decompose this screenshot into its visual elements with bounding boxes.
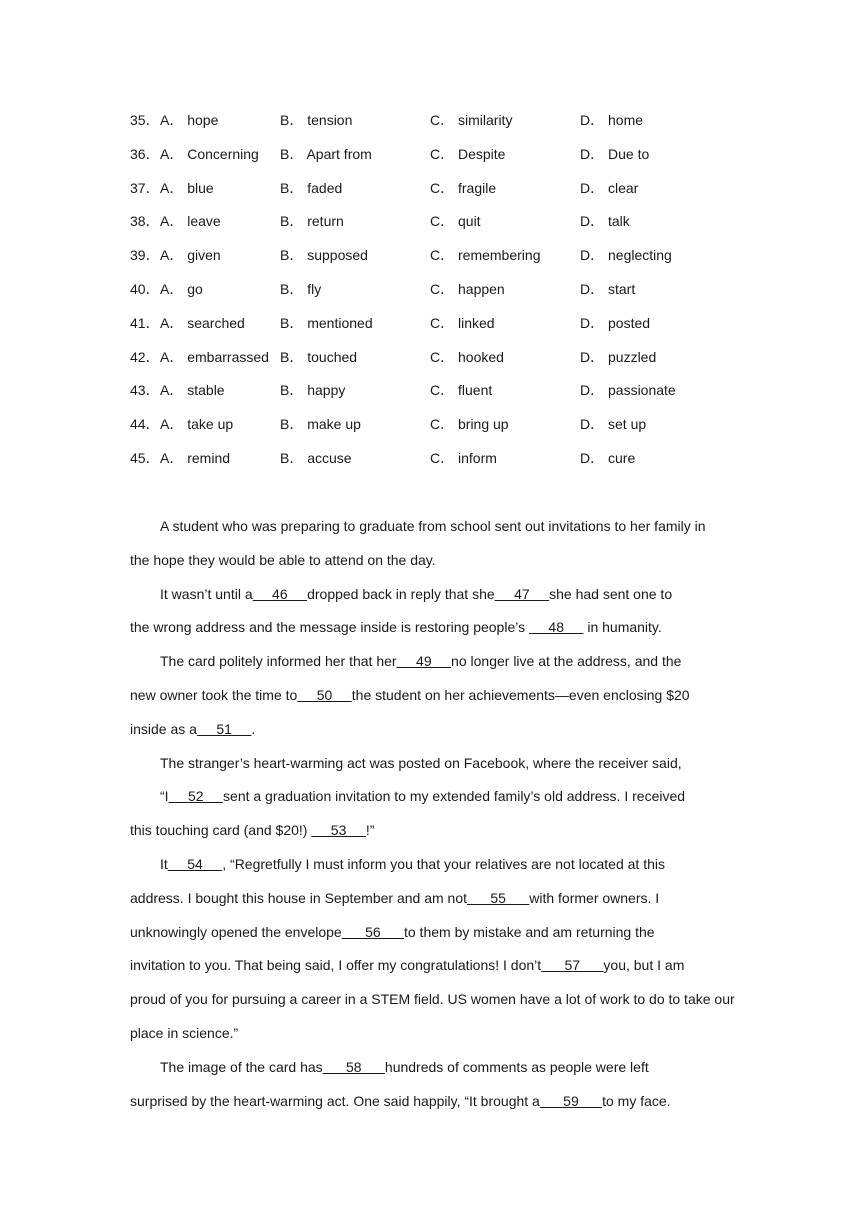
option-a: A． leave	[160, 213, 221, 230]
option-c: C． fluent	[430, 382, 493, 399]
passage-text: surprised by the heart-warming act. One said happily, “It brought a	[130, 1092, 540, 1109]
passage-text: proud of you for pursuing a career in a STEM field. US women have a lot of work to do to take our	[130, 991, 735, 1008]
passage-line	[130, 780, 734, 814]
blank-59: 59	[539, 1092, 603, 1109]
passage-line	[130, 983, 734, 1017]
blank-50: 50	[297, 686, 352, 703]
option-b: B． tension	[280, 112, 353, 128]
passage-text: “I	[160, 788, 169, 805]
passage-text: new owner took the time to	[130, 686, 298, 703]
option-a: A． Concerning	[160, 145, 259, 162]
passage-text: the hope they would be able to attend on the day.	[130, 551, 436, 568]
blank-58: 58	[322, 1058, 385, 1075]
passage-text: this touching card (and $20!)	[130, 822, 312, 839]
option-a: A． stable	[160, 382, 225, 399]
option-c: C． Despite	[430, 145, 506, 162]
question-number: 41．	[130, 314, 160, 331]
passage-text: hundreds of comments as people were left	[384, 1058, 649, 1075]
option-d: D． puzzled	[580, 348, 657, 365]
option-d: D． set up	[580, 416, 647, 433]
option-a: A． searched	[160, 314, 245, 331]
passage-line	[130, 1017, 734, 1051]
passage-line	[130, 747, 734, 781]
passage-line	[130, 949, 734, 983]
question-number: 36．	[130, 145, 160, 162]
passage-text: place in science.”	[130, 1024, 239, 1041]
passage-line	[130, 645, 734, 679]
passage-text: The stranger’s heart-warming act was posted on Facebook, where the receiver said,	[160, 754, 682, 771]
blank-48: 48	[528, 619, 584, 636]
option-b: B． happy	[280, 382, 346, 399]
passage-text: The card politely informed her that her	[160, 653, 397, 670]
passage-line	[130, 814, 734, 848]
blank-51: 51	[196, 720, 252, 737]
passage-line	[130, 544, 734, 578]
option-c: C． linked	[430, 314, 495, 331]
option-a: A． remind	[160, 449, 231, 466]
option-a: A． go	[160, 280, 203, 297]
passage-text: A student who was preparing to graduate from school sent out invitations to her family in	[160, 518, 706, 534]
option-a: A． take up	[160, 416, 234, 433]
option-c: C． quit	[430, 213, 481, 230]
option-d: D． talk	[580, 213, 630, 230]
question-number: 39．	[130, 247, 160, 264]
passage-text: invitation to you. That being said, I offer my congratulations! I don’t	[130, 957, 542, 974]
option-a: A． blue	[160, 179, 214, 196]
option-d: D． neglecting	[580, 247, 672, 264]
passage-text: .	[251, 720, 256, 737]
passage-text: !”	[365, 822, 375, 839]
option-d: D． clear	[580, 179, 639, 196]
option-c: C． similarity	[430, 112, 513, 128]
option-b: B． mentioned	[280, 314, 373, 331]
blank-56: 56	[341, 923, 404, 940]
passage-text: , “Regretfully I must inform you that your relatives are not located at this	[222, 855, 665, 872]
question-number: 35．	[130, 112, 160, 128]
option-b: B． Apart from	[280, 145, 372, 162]
passage-text: you, but I am	[603, 957, 685, 974]
option-c: C． remembering	[430, 247, 541, 264]
blank-54: 54	[167, 855, 223, 872]
question-number: 38．	[130, 213, 160, 230]
question-number: 45．	[130, 449, 160, 466]
passage-text: she had sent one to	[549, 585, 673, 602]
blank-47: 47	[494, 585, 550, 602]
question-number: 43．	[130, 382, 160, 399]
option-d: D． start	[580, 280, 636, 297]
option-d: D． home	[580, 112, 644, 128]
passage-line	[130, 510, 734, 544]
option-d: D． passionate	[580, 382, 676, 399]
option-b: B． supposed	[280, 247, 368, 264]
option-d: D． posted	[580, 314, 651, 331]
passage-text: sent a graduation invitation to my extended family’s old address. I received	[223, 788, 686, 805]
blank-55: 55	[467, 889, 530, 906]
option-a: A． given	[160, 247, 221, 264]
passage-text: the student on her achievements—even enclosing $20	[351, 686, 690, 703]
passage-line	[130, 848, 734, 882]
question-number: 40．	[130, 280, 160, 297]
blank-46: 46	[252, 585, 308, 602]
option-c: C． inform	[430, 449, 497, 466]
option-a: A． embarrassed	[160, 348, 269, 365]
blank-53: 53	[311, 822, 366, 839]
passage-text: It	[160, 855, 168, 872]
option-b: B． touched	[280, 348, 358, 365]
blank-57: 57	[541, 957, 604, 974]
option-b: B． faded	[280, 179, 343, 196]
option-c: C． happen	[430, 280, 505, 297]
option-b: B． return	[280, 213, 344, 230]
passage-text: the wrong address and the message inside is restoring people’s	[130, 619, 529, 636]
passage-line	[130, 611, 734, 645]
question-number: 37．	[130, 179, 160, 196]
option-b: B． make up	[280, 416, 361, 433]
blank-49: 49	[396, 653, 452, 670]
blank-52: 52	[168, 788, 224, 805]
passage-text: unknowingly opened the envelope	[130, 923, 342, 940]
passage-line	[130, 679, 734, 713]
passage-text: It wasn’t until a	[160, 585, 253, 602]
cloze-passage	[130, 510, 734, 1118]
question-number: 42．	[130, 348, 160, 365]
passage-line	[130, 1085, 734, 1119]
option-b: B． accuse	[280, 449, 352, 466]
passage-line	[130, 1051, 734, 1085]
passage-text: with former owners. I	[529, 889, 660, 906]
option-c: C． bring up	[430, 416, 509, 433]
passage-text: The image of the card has	[160, 1058, 323, 1075]
passage-text: dropped back in reply that she	[307, 585, 495, 602]
passage-text: address. I bought this house in September and am not	[130, 889, 467, 906]
passage-line	[130, 713, 734, 747]
passage-text: inside as a	[130, 720, 197, 737]
option-d: D． cure	[580, 449, 636, 466]
passage-line	[130, 916, 734, 950]
passage-line	[130, 882, 734, 916]
passage-text: no longer live at the address, and the	[451, 653, 682, 670]
option-c: C． hooked	[430, 348, 504, 365]
question-number: 44．	[130, 416, 160, 433]
passage-text: to my face.	[602, 1092, 671, 1109]
option-a: A． hope	[160, 112, 219, 128]
passage-text: in humanity.	[583, 619, 662, 636]
option-b: B． fly	[280, 280, 322, 297]
passage-line	[130, 578, 734, 612]
option-c: C． fragile	[430, 179, 497, 196]
passage-text: to them by mistake and am returning the	[403, 923, 655, 940]
option-d: D． Due to	[580, 145, 650, 162]
